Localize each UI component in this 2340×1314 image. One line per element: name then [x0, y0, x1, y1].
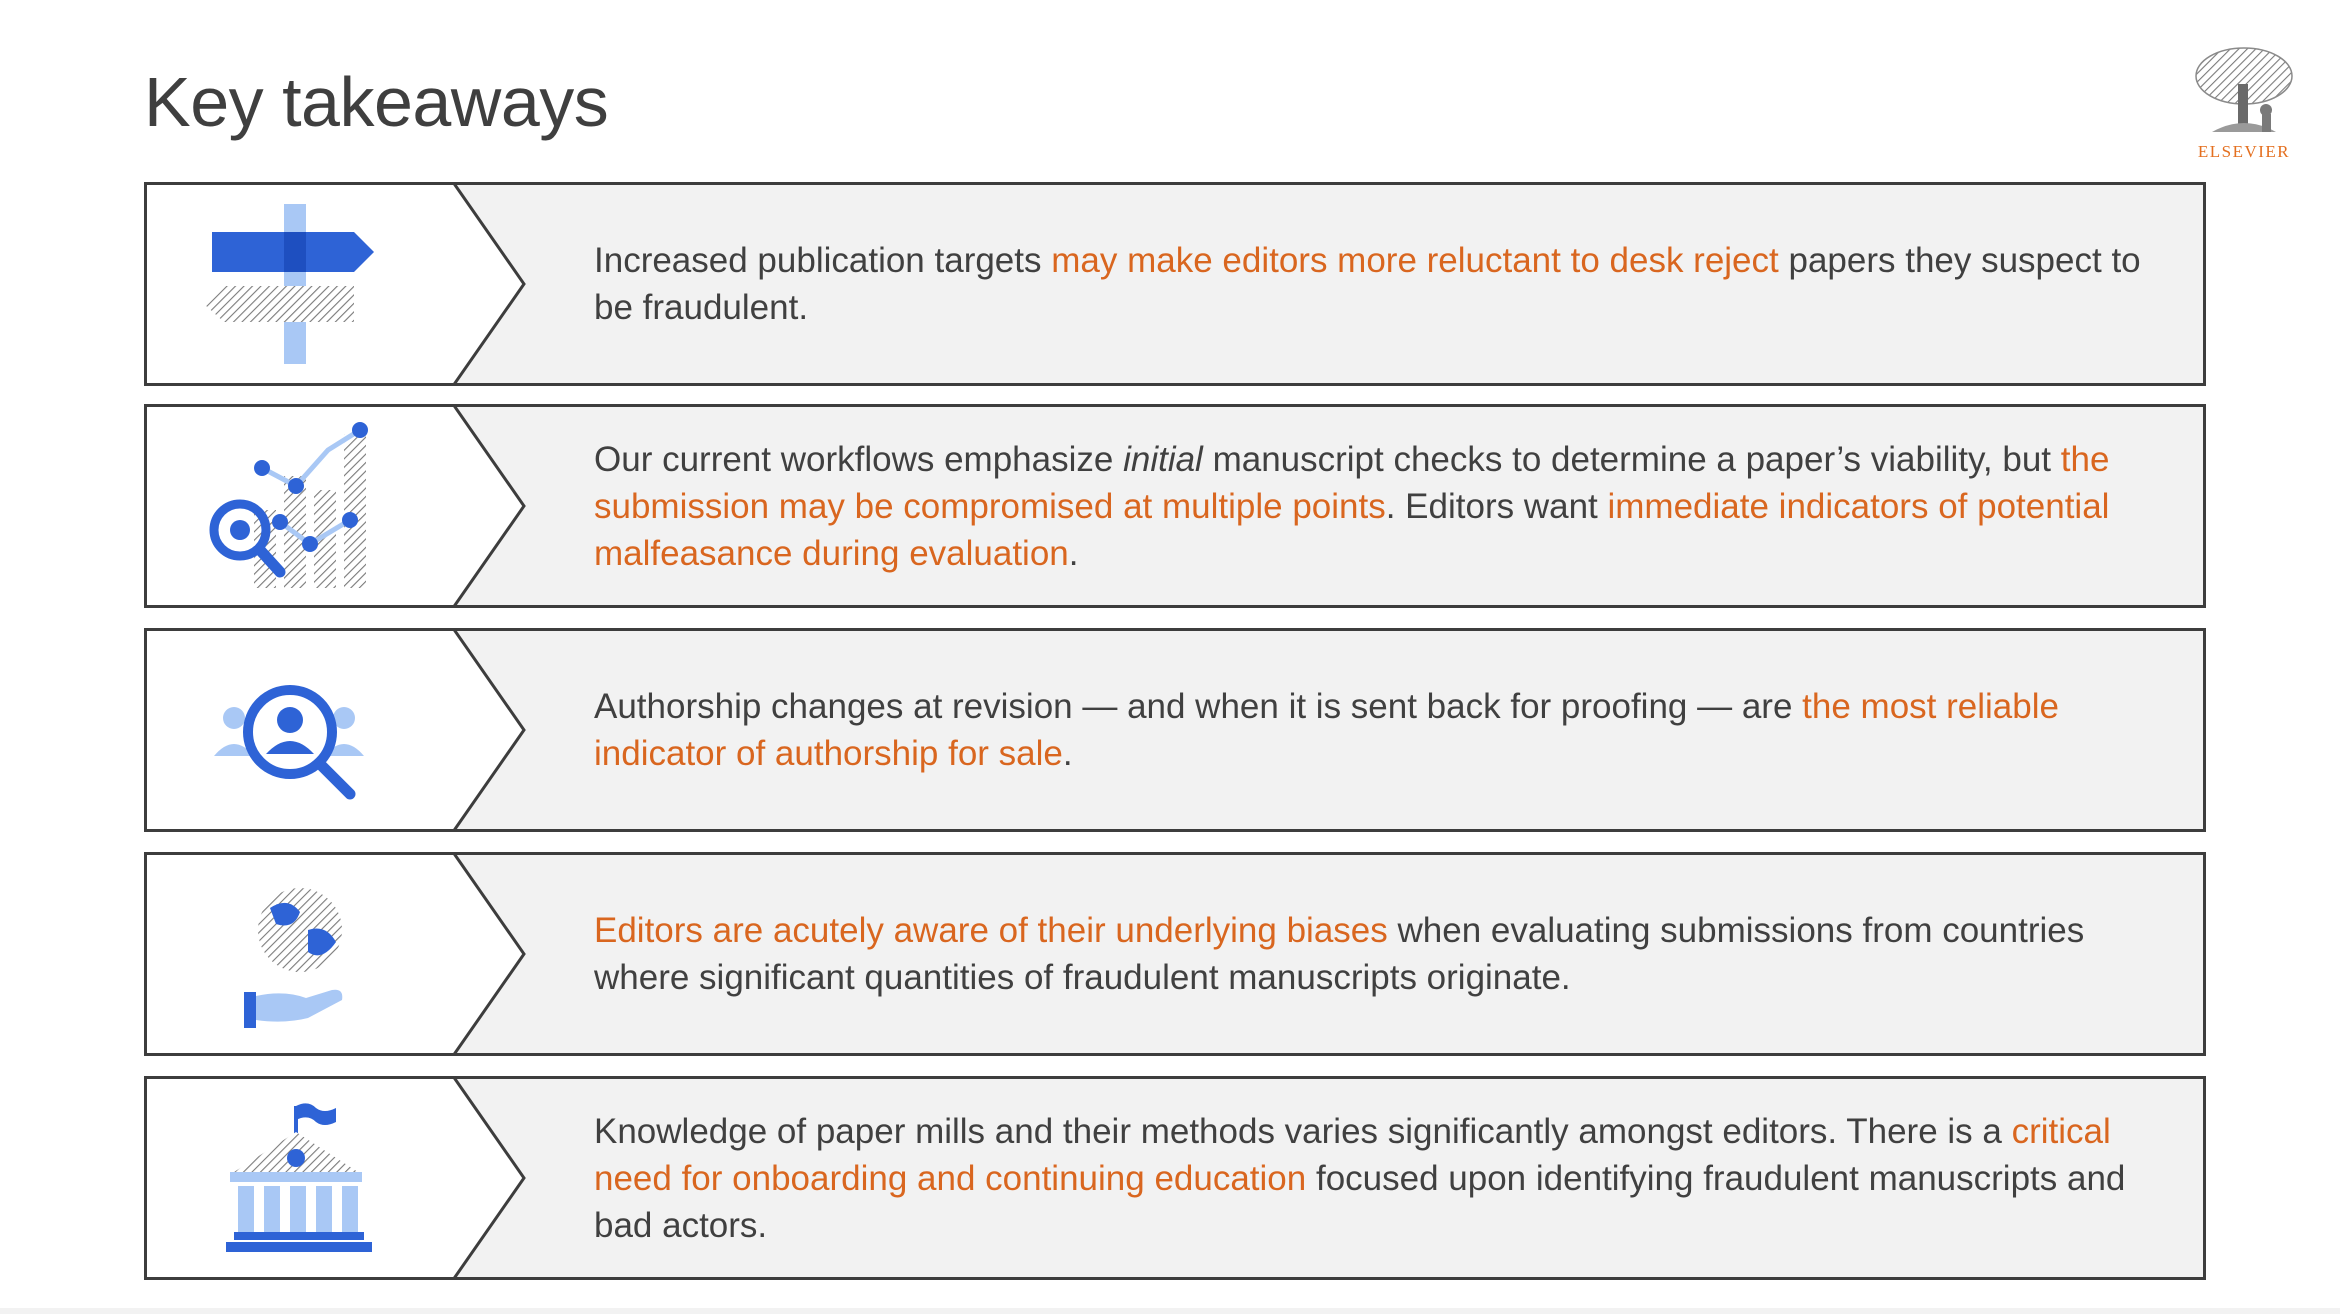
takeaway-row-2 — [144, 404, 2206, 608]
page-title: Key takeaways — [144, 63, 609, 141]
user-search-icon — [204, 644, 384, 816]
elsevier-logo — [2186, 44, 2302, 164]
takeaway-row-3 — [144, 628, 2206, 832]
takeaway-text-4: Editors are acutely aware of their underlying biases when evaluating submissions from countries where significant quantities of fraudulent manuscripts originate. — [594, 911, 2085, 997]
takeaway-row-4 — [144, 852, 2206, 1056]
slide-bottom-edge — [0, 1308, 2340, 1314]
tree-logo-icon — [2192, 44, 2296, 140]
globe-hand-icon — [204, 868, 384, 1040]
takeaway-text-2: Our current workflows emphasize initial manuscript checks to determine a paper’s viability, but the submission may be compromised at multiple points. Editors want immediate indicators of potential malfeasance during evaluation. — [594, 439, 2110, 573]
analytics-magnifier-icon — [204, 420, 384, 592]
takeaway-text-1: Increased publication targets may make editors more reluctant to desk reject papers they suspect to be fraudulent. — [594, 241, 2141, 327]
logo-wordmark: ELSEVIER — [2197, 142, 2291, 161]
institution-icon — [204, 1092, 384, 1264]
takeaway-row-5 — [144, 1076, 2206, 1280]
takeaway-text-5: Knowledge of paper mills and their methods varies significantly amongst editors. There is a critical need for onboarding and continuing education focused upon identifying fraudulent manuscripts and bad actors. — [594, 1111, 2126, 1245]
takeaway-row-1 — [144, 182, 2206, 386]
signpost-icon — [204, 198, 384, 370]
takeaway-text-3: Authorship changes at revision — and when it is sent back for proofing — are the most reliable indicator of authorship for sale. — [594, 687, 2059, 773]
